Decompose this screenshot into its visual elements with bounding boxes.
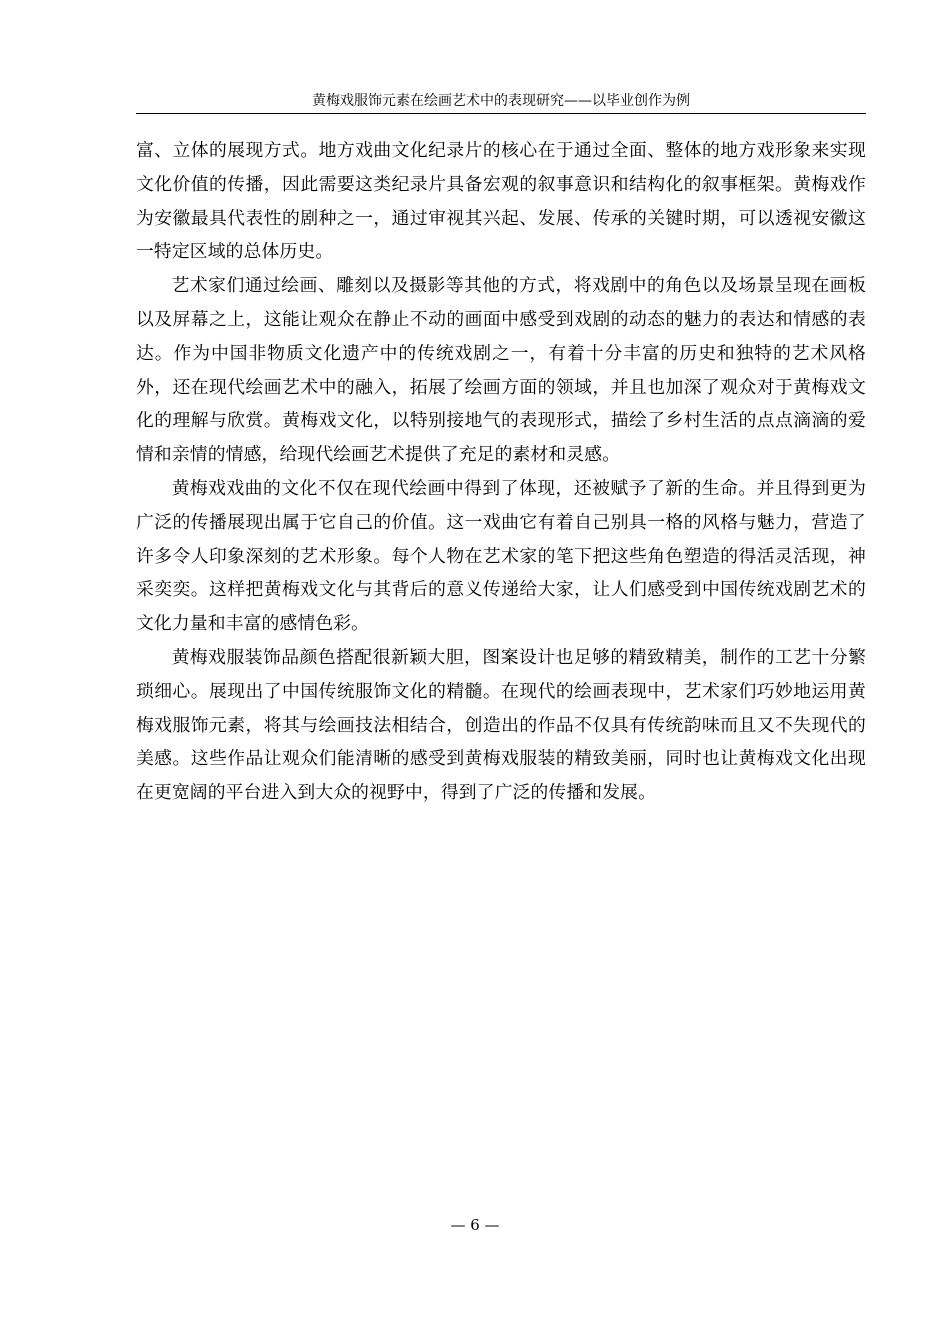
body-text — [136, 134, 866, 810]
page-number: — 6 — — [450, 1216, 500, 1234]
paragraph-4: 黄梅戏服装饰品颜色搭配很新颖大胆，图案设计也足够的精致精美，制作的工艺十分繁琐细心。展现出了中国传统服饰文化的精髓。在现代的绘画表现中，艺术家们巧妙地运用黄梅戏服饰元素，将其与绘画技法相结合，创造出的作品不仅具有传统韵味而且又不失现代的美感。这些作品让观众们能清晰的感受到黄梅戏服装的精致美丽，同时也让黄梅戏文化出现在更宽阔的平台进入到大众的视野中，得到了广泛的传播和发展。 — [136, 646, 866, 804]
header-divider — [136, 113, 866, 114]
paragraph-2: 艺术家们通过绘画、雕刻以及摄影等其他的方式，将戏剧中的角色以及场景呈现在画板以及屏幕之上，这能让观众在静止不动的画面中感受到戏剧的动态的魅力的表达和情感的表达。作为中国非物质文化遗产中的传统戏剧之一，有着十分丰富的历史和独特的艺术风格外，还在现代绘画艺术中的融入，拓展了绘画方面的领域，并且也加深了观众对于黄梅戏文化的理解与欣赏。黄梅戏文化，以特别接地气的表现形式，描绘了乡村生活的点点滴滴的爱情和亲情的情感，给现代绘画艺术提供了充足的素材和灵感。 — [136, 275, 866, 466]
paragraph-1: 富、立体的展现方式。地方戏曲文化纪录片的核心在于通过全面、整体的地方戏形象来实现文化价值的传播，因此需要这类纪录片具备宏观的叙事意识和结构化的叙事框架。黄梅戏作为安徽最具代表性的剧种之一，通过审视其兴起、发展、传承的关键时期，可以透视安徽这一特定区域的总体历史。 — [136, 140, 866, 263]
paragraph-3: 黄梅戏戏曲的文化不仅在现代绘画中得到了体现，还被赋予了新的生命。并且得到更为广泛的传播展现出属于它自己的价值。这一戏曲它有着自己别具一格的风格与魅力，营造了许多令人印象深刻的艺术形象。每个人物在艺术家的笔下把这些角色塑造的得活灵活现，神采奕奕。这样把黄梅戏文化与其背后的意义传递给大家，让人们感受到中国传统戏剧艺术的文化力量和丰富的感情色彩。 — [136, 477, 866, 635]
page-header: 黄梅戏服饰元素在绘画艺术中的表现研究——以毕业创作为例 — [312, 93, 690, 109]
